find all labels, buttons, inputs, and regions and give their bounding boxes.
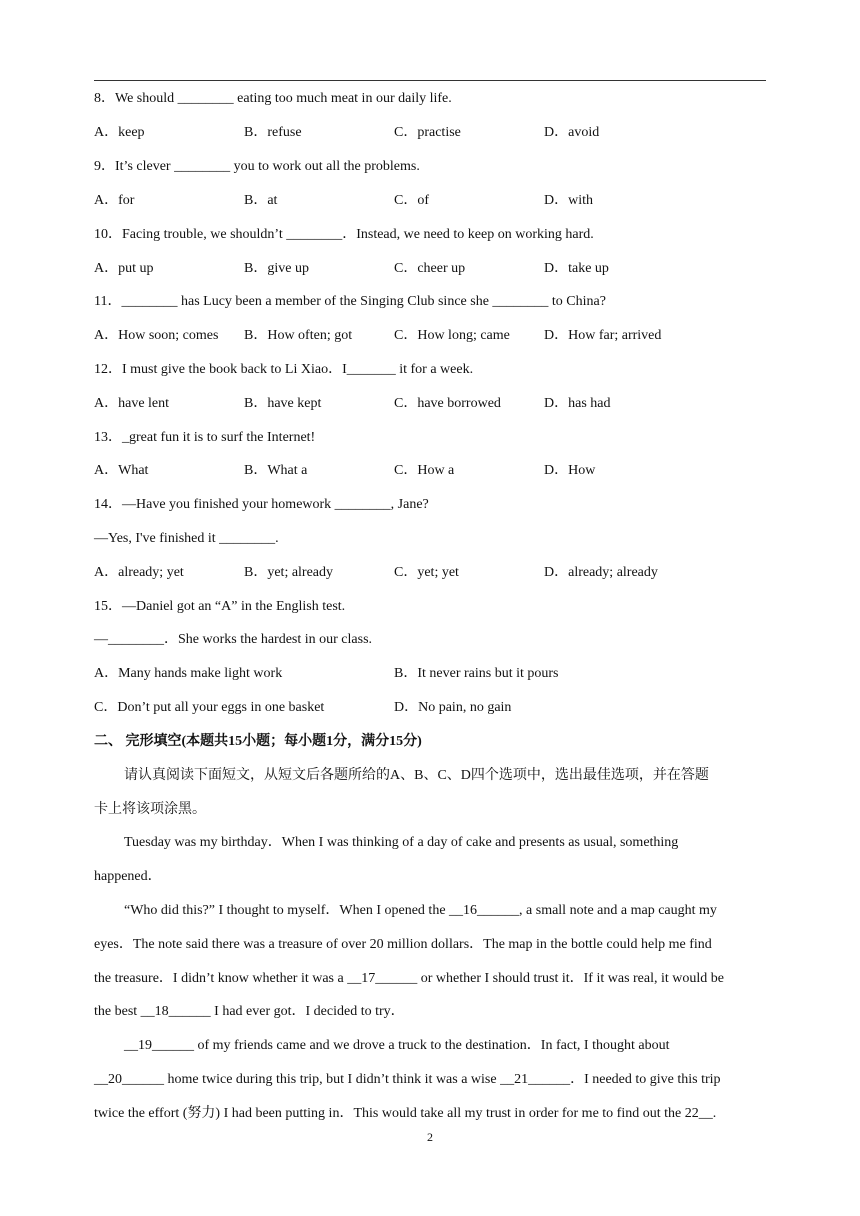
question-10-option-c: C．cheer up — [394, 261, 466, 276]
question-13-option-c: C．How a — [394, 463, 455, 478]
passage-line-1: Tuesday was my birthday．When I was thinking of a day of cake and presents as usual, something — [124, 835, 679, 850]
question-11-option-b: B．How often; got — [244, 328, 353, 343]
question-13-option-b: B．What a — [244, 463, 308, 478]
question-12-option-c: C．have borrowed — [394, 396, 501, 411]
header-rule — [94, 80, 766, 81]
passage-line-7: __19______ of my friends came and we drove a truck to the destination．In fact, I thought about — [124, 1038, 670, 1053]
passage-line-9: twice the effort (努力) I had been putting in．This would take all my trust in order for me to find out the 22__. — [94, 1106, 717, 1121]
question-9-option-b: B．at — [244, 193, 278, 208]
question-10-stem: 10．Facing trouble, we shouldn’t ________．Instead, we need to keep on working hard. — [94, 227, 594, 242]
question-8-option-a: A．keep — [94, 125, 145, 140]
question-15-option-d: D．No pain, no gain — [394, 700, 512, 715]
question-14-option-a: A．already; yet — [94, 565, 184, 580]
question-9-stem: 9．It’s clever ________ you to work out all the problems. — [94, 159, 420, 174]
question-9-option-a: A．for — [94, 193, 135, 208]
section-heading: 二、 完形填空(本题共15小题；每小题1分，满分15分) — [94, 734, 422, 749]
question-11-option-d: D．How far; arrived — [544, 328, 662, 343]
passage-line-6: the best __18______ I had ever got．I decided to try． — [94, 1004, 405, 1019]
question-10-option-b: B．give up — [244, 261, 309, 276]
question-13-stem: 13．_great fun it is to surf the Internet! — [94, 430, 316, 445]
question-9-option-c: C．of — [394, 193, 429, 208]
question-10-option-d: D．take up — [544, 261, 609, 276]
question-11-stem: 11．________ has Lucy been a member of the Singing Club since she ________ to China? — [94, 294, 606, 309]
question-8-stem: 8．We should ________ eating too much meat in our daily life. — [94, 91, 452, 106]
passage-line-3: “Who did this?” I thought to myself．When I opened the __16______, a small note and a map caught my — [124, 903, 717, 918]
question-12-stem: 12．I must give the book back to Li Xiao．I_______ it for a week. — [94, 362, 474, 377]
question-12-option-d: D．has had — [544, 396, 611, 411]
question-15-stem: 15．—Daniel got an “A” in the English test. — [94, 599, 346, 614]
question-12-option-a: A．have lent — [94, 396, 170, 411]
question-15-reply: —________．She works the hardest in our class. — [94, 632, 373, 647]
question-9-option-d: D．with — [544, 193, 593, 208]
question-8-option-d: D．avoid — [544, 125, 600, 140]
question-8-option-b: B．refuse — [244, 125, 302, 140]
question-10-option-a: A．put up — [94, 261, 154, 276]
passage-line-8: __20______ home twice during this trip, but I didn’t think it was a wise __21______．I needed to give this trip — [94, 1072, 721, 1087]
question-11-option-a: A．How soon; comes — [94, 328, 219, 343]
question-13-option-a: A．What — [94, 463, 149, 478]
question-14-option-c: C．yet; yet — [394, 565, 459, 580]
passage-line-4: eyes．The note said there was a treasure of over 20 million dollars．The map in the bottle could help me find — [94, 937, 712, 952]
question-14-option-d: D．already; already — [544, 565, 658, 580]
question-14-reply: —Yes, I've finished it ________. — [94, 531, 279, 546]
question-15-option-a: A．Many hands make light work — [94, 666, 283, 681]
section-instruction-line-2: 卡上将该项涂黑。 — [94, 802, 206, 817]
question-12-option-b: B．have kept — [244, 396, 322, 411]
question-15-option-b: B．It never rains but it pours — [394, 666, 559, 681]
section-instruction-line-1: 请认真阅读下面短文，从短文后各题所给的A、B、C、D四个选项中，选出最佳选项，并在答题 — [124, 768, 709, 783]
question-15-option-c: C．Don’t put all your eggs in one basket — [94, 700, 325, 715]
question-14-option-b: B．yet; already — [244, 565, 334, 580]
question-14-stem: 14．—Have you finished your homework ________, Jane? — [94, 497, 429, 512]
question-11-option-c: C．How long; came — [394, 328, 510, 343]
page-number: 2 — [427, 1130, 433, 1144]
passage-line-5: the treasure．I didn’t know whether it was a __17______ or whether I should trust it．If it was real, it would be — [94, 971, 724, 986]
passage-line-2: happened． — [94, 869, 162, 884]
question-13-option-d: D．How — [544, 463, 596, 478]
question-8-option-c: C．practise — [394, 125, 461, 140]
